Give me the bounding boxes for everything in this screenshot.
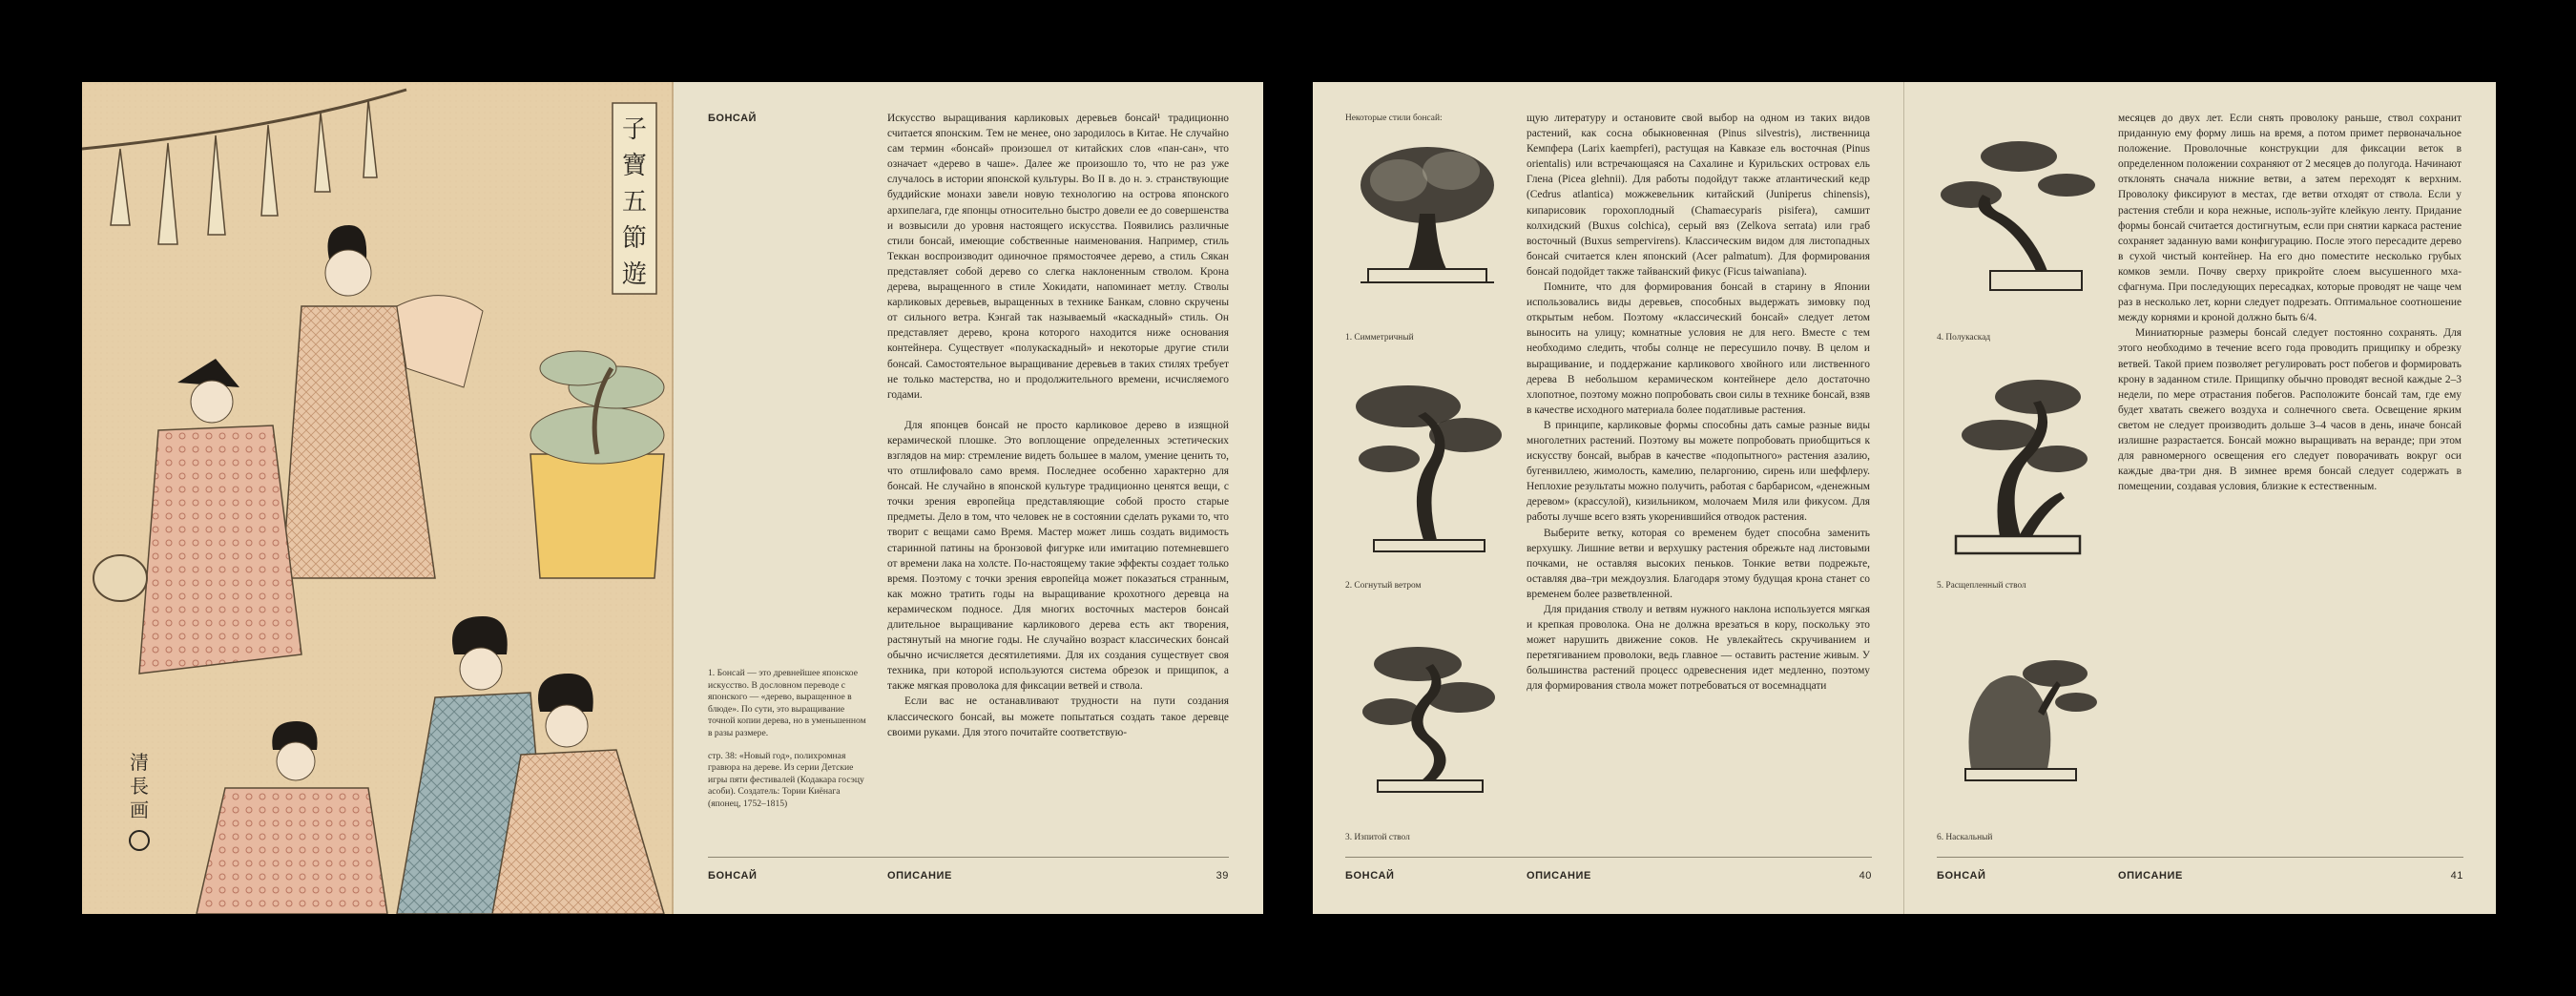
paragraph: щую литературу и остановите свой выбор на одном из таких видов растений, как сосна обыкновенная (Pinus silvestris), лиственница Кемпфера (Larix kaempferi), растущая на Кавказе ель восточная (Pinus orientalis) или встречающаяся на Сахалине и Курильских островах ель Глена (Picea glehnii). Для работы подойдут также атлантический кедр (Cedrus atlantica) можжевельник китайский (Juniperus chinensis), кипарисовик горохоплодный (Chamaecyparis pisifera), самшит колхидский (Buxus colchica), серый вяз (Zelkova serrata) или граб восточный (Buxus sempervirens). Классическим видом для листопадных бонсай считается клен японский (Acer palmatum). Для формирования бонсай подойдет также тайванский фикус (Ficus taiwaniana). <box>1527 113 1870 278</box>
footer-section: БОНСАЙ <box>708 870 758 882</box>
artwork-title-char-3: 五 <box>621 188 648 217</box>
footer-chapter: ОПИСАНИЕ <box>887 870 952 882</box>
footer-section: БОНСАЙ <box>1345 870 1395 882</box>
figure-caption: 6. Наскальный <box>1937 833 1993 842</box>
paragraph: Если вас не останавливают трудности на пути создания классического бонсай, вы можете попытаться создать такое деревце своими руками. Для этого почитайте соответствую- <box>887 695 1229 738</box>
image-credit: стр. 38: «Новый год», полихромная гравюра на дереве. Из серии Детские игры пяти фестивалей (Кодакара госэцу асоби). Создатель: Тории Киёнага (японец, 1752–1815) <box>708 750 864 809</box>
paragraph: Искусство выращивания карликовых деревьев бонсай¹ традиционно считается японским. Тем не менее, оно зародилось в Китае. Не случайно сам термин «бонсай» произошел от китайских слов «пан-сан», что означает «дерево в чаше». Далее же произошло то, что не раз уже случалось в истории японской культуры. Во II в. до н. э. странствующие буддийские монахи завели новую технологию на острова японского архипелага, где японцы относительно быстро довели ее до совершенства и возвысили до уровня настоящего искусства. Появились различные стили бонсай, имеющие собственные наименования. Например, стиль Теккан воспроизводит одиночное прямостоячее дерево, а стиль Сякан представляет собой дерево со слегка наклоненным стволом. Крона дерева, выращенного в стиле Хокидати, напоминает метлу. Стволы карликовых деревьев, выращенных в технике Банкам, словно скручены от сильного ветра. Кэнгай так называемый «каскадный» стиль. Он представляет дерево, крона которого находится ниже основания контейнера. Существует «полукаскадный» и некоторые другие стили бонсай. Самостоятельное выращивание деревьев в таких стилях требует не только мастерства, но и продолжительного времени, исчисляемого годами. <box>887 113 1229 401</box>
page-39 <box>674 82 1263 914</box>
page-number: 40 <box>1859 870 1872 882</box>
running-head: БОНСАЙ <box>708 113 757 124</box>
body-text-column <box>2118 111 2462 494</box>
paragraph: Для придания стволу и ветвям нужного наклона используется мягкая и крепкая проволока. Она не должна врезаться в кору, поскольку это может нарушить движение соков. Не увлекайтесь скручиванием и перетягиванием проволоки, ведь главное — оставить растение живым. У большинства растений процесс одревеснения идет медленно, поэтому для формирования ствола может потребоваться от восемнадцати <box>1527 604 1870 693</box>
page-number: 41 <box>2450 870 2463 882</box>
artist-signature-1: 清 <box>130 751 149 774</box>
figure-caption: 2. Согнутый ветром <box>1345 581 1422 591</box>
artwork-title-char-1: 子 <box>621 115 648 144</box>
bonsai-figure-semi-cascade <box>1933 128 2105 300</box>
artwork-title-char-4: 節 <box>621 224 648 253</box>
paragraph: Помните, что для формирования бонсай в старину в Японии использовались виды деревьев, способных выдержать зимовку под открытым небом. Поэтому «классический бонсай» следует летом выносить на улицу; комнатные условия не для него. Вместе с тем необходимо следить, чтобы солнце не пересушило почву. В целом и выращивание, и поддержание карликового хвойного или лиственного дерева В небольшом керамическом контейнере дело достаточно хлопотное, поэтому можно попробовать свои силы в технике бонсай, взяв в качестве исходного материала более податливые растения. <box>1527 281 1870 416</box>
artist-signature-2: 長 <box>130 775 149 798</box>
page-41 <box>1904 82 2496 914</box>
page-40 <box>1313 82 1904 914</box>
footer-rule <box>708 857 1229 858</box>
bonsai-figure-on-rock <box>1933 635 2105 798</box>
artwork-title-char-2: 寶 <box>621 152 648 180</box>
figure-caption: 4. Полукаскад <box>1937 333 1991 342</box>
footer-chapter: ОПИСАНИЕ <box>2118 870 2183 882</box>
footnote: 1. Бонсай — это древнейшее японское искусство. В дословном переводе с японского — «дерево, выращенное в блюде». По сути, это выращивание точной копии дерева, но в уменьшенном в разы размере. <box>708 668 866 738</box>
artist-signature-3: 画 <box>130 799 149 821</box>
figure-caption: 1. Симметричный <box>1345 333 1414 342</box>
bonsai-figure-symmetrical <box>1341 128 1513 300</box>
page-number: 39 <box>1215 870 1229 882</box>
figure-caption: 5. Расщепленный ствол <box>1937 581 2026 591</box>
ukiyo-e-print-page <box>82 82 674 914</box>
artwork-title-char-5: 遊 <box>621 260 648 289</box>
figure-caption: 3. Изпитой ствол <box>1345 833 1410 842</box>
bonsai-figure-windswept <box>1341 368 1513 559</box>
body-text-column <box>1527 111 1870 695</box>
footer-rule <box>1937 857 2463 858</box>
footer-chapter: ОПИСАНИЕ <box>1527 870 1591 882</box>
ukiyo-e-illustration <box>82 82 674 914</box>
sidebar-title: Некоторые стили бонсай: <box>1345 114 1443 123</box>
paragraph: месяцев до двух лет. Если снять проволоку раньше, ствол сохранит приданную ему форму лишь на время, а потом примет первоначальное положение. Проволочные конструкции для фиксации веток в определенном положении сохраняют от 2 месяцев до полугода. Начинают отклонять сначала нижние ветви, а затем переходят к верхним. Проволоку фиксируют в местах, где ветви отходят от ствола. Если у растения стебли и кора нежные, исполь-зуйте клейкую ленту. Придание формы бонсай считается достигнутым, если при снятии каркаса растение сохраняет заданную вами конфигурацию. После этого пересадите дерево в сухой чистый контейнер. На его дно поместите несколько грубых комков земли. Почву сверху прикройте слоем высушенного мха-сфагнума. При последующих пересадках, которые проводят не чаще чем раз в несколько лет, корни следует подрезать. Оптимальное соотношение между корнями и кроной должно быть 6/4. <box>2118 113 2462 324</box>
footer-section: БОНСАЙ <box>1937 870 1986 882</box>
body-text-column <box>887 111 1229 740</box>
bonsai-figure-twisted-trunk <box>1341 635 1513 798</box>
paragraph: Выберите ветку, которая со временем будет способна заменить верхушку. Лишние ветви и верхушку растения обрежьте над листовыми почками, не оставляя высоких пеньков. Тонкие ветви подрежьте, оставляя два–три междоузлия. Благодаря этому будущая крона станет со временем более разветвленной. <box>1527 527 1870 600</box>
paragraph: Миниатюрные размеры бонсай следует постоянно сохранять. Для этого необходимо в течение всего года проводить прищипку и обрезку ветвей. Такой прием позволяет регулировать рост побегов и формировать крону в заданном стиле. Прищипку обычно проводят весной каждые 2–3 недели, по мере отрастания побегов. Расположите бонсай там, где ему будет хватать свежего воздуха и солнечного света. Освещение ярким светом не следует производить дольше 3–4 часов в день, иначе бонсай излишне разрастается. Бонсай можно выращивать на веранде; при этом для равномерного освещения его следует поворачивать вокруг оси каждые два-три дня. В зимнее время бонсай следует содержать в помещении, создавая условия, близкие к естественным. <box>2118 327 2462 493</box>
footnotes <box>708 668 868 821</box>
paragraph: В принципе, карликовые формы способны дать самые разные виды многолетних растений. Поэтому вы можете попробовать приобщиться к искусству бонсай, выбрав в качестве «подопытного» растения азалию, бугенвиллею, жимолость, камелию, пеларгонию, сирень или шеффлеру. Неплохие результаты можно получить, работая с барбарисом, «денежным деревом» (крассулой), кизильником, молочаем Миля или фикусом. Для работы лучше всего взять укоренившийся отводок растения. <box>1527 419 1870 524</box>
bonsai-figure-split-trunk <box>1933 368 2105 559</box>
footer-rule <box>1345 857 1872 858</box>
paragraph: Для японцев бонсай не просто карликовое дерево в изящной керамической плошке. Это воплощение определенных эстетических взглядов на мир: стремление видеть большее в малом, умение ценить то, что отшлифовало само время. Последнее особенно характерно для бонсай. Не случайно в японской культуре традиционно ценятся вещи, с точки зрения европейца представляющие собой просто старые предметы. Дело в том, что человек не в состоянии сделать руками то, что творит с вещами само Время. Мастер может лишь создать видимость старинной патины на бронзовой фигурке или имитацию потемневшего от времени лака на холсте. По-настоящему такие эффекты создает только время. Поэтому с точки зрения европейца может показаться странным, как можно тратить годы на выращивание крохотного деревца на керамическом подносе. Для многих восточных мастеров бонсай длительное выращивание карликового дерева есть акт творения, растянутый на многие годы. Не случайно возраст классических бонсай обычно исчисляется десятилетиями. Для их создания существует своя техника, при которой используются система обрезок и прищипок, а также мягкая проволока для фиксации ветвей и ствола. <box>887 419 1229 693</box>
